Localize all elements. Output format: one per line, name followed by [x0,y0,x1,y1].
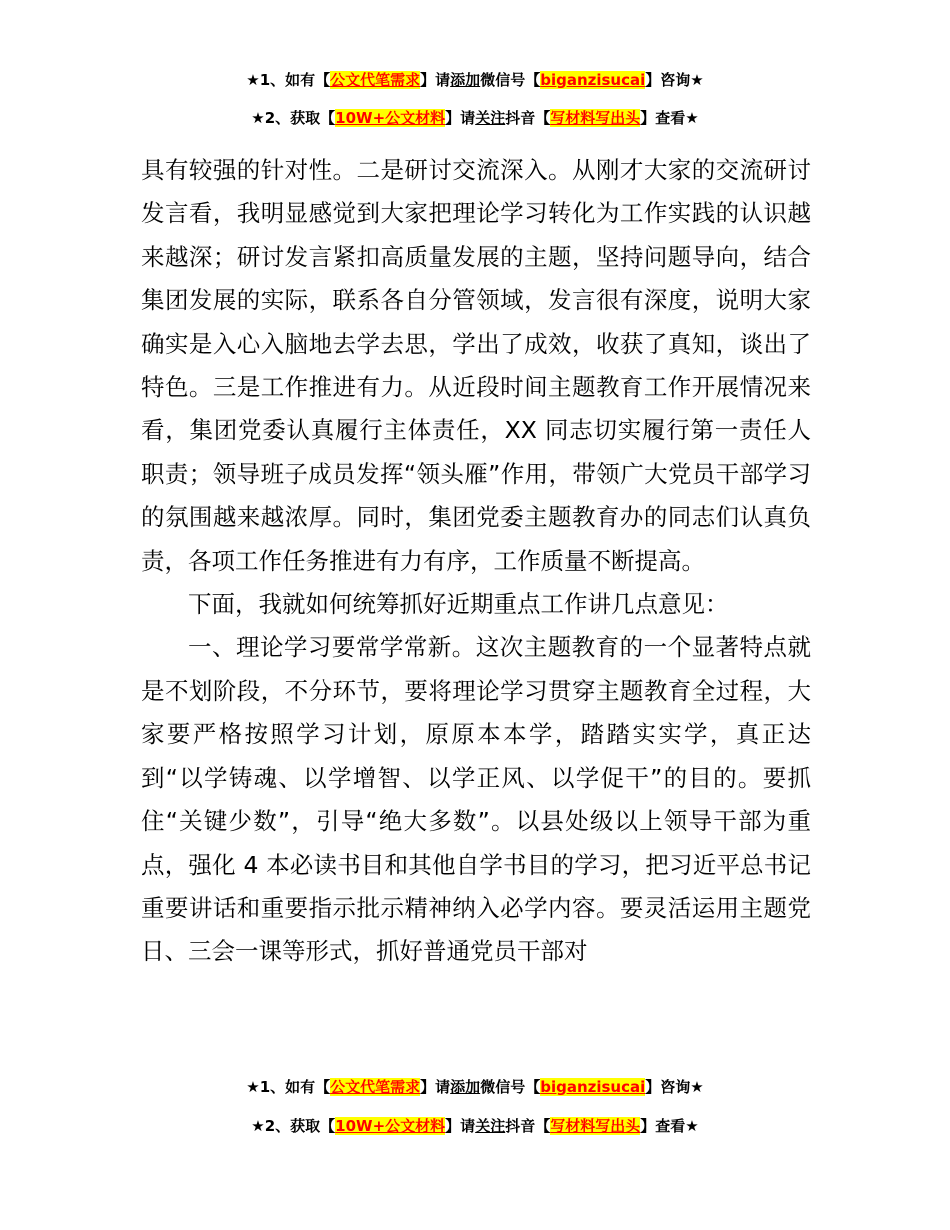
ad-text: 】咨询 [645,1078,691,1096]
ad-text: 】请 [445,1117,476,1135]
ad-text: 】咨询 [645,71,691,89]
ad-text: 】请 [445,109,476,127]
ad-text: 抖音【 [505,109,551,127]
ad-highlight-wechat-id: biganzisucai [540,1078,646,1096]
ad-text: 】请 [420,1078,451,1096]
ad-text: 2、获取【 [264,109,336,127]
ad-underlined-word: 添加 [450,1078,481,1096]
star-icon: ★ [251,109,265,127]
ad-underlined-word: 添加 [450,71,481,89]
ad-highlight-service: 公文代笔需求 [330,71,421,89]
star-icon: ★ [246,71,260,89]
footer-ad-line-1 [0,1077,950,1097]
star-icon: ★ [690,1078,704,1096]
document-body [141,149,811,974]
ad-underlined-word: 关注 [475,1117,506,1135]
ad-underlined-word: 关注 [475,109,506,127]
body-paragraph: 下面，我就如何统筹抓好近期重点工作讲几点意见： [188,590,729,619]
header-ad-line-2 [0,108,950,128]
ad-text: 抖音【 [505,1117,551,1135]
star-icon: ★ [690,71,704,89]
ad-text: 2、获取【 [264,1117,336,1135]
ad-text: 微信号【 [480,71,541,89]
ad-text: 】请 [420,71,451,89]
ad-text: 】查看 [640,1117,686,1135]
ad-highlight-douyin-account: 写材料写出头 [550,109,641,127]
ad-highlight-materials: 10W+公文材料 [335,109,446,127]
footer-ad-line-2 [0,1116,950,1136]
ad-highlight-wechat-id: biganzisucai [540,71,646,89]
ad-text: 】查看 [640,109,686,127]
star-icon: ★ [685,1117,699,1135]
body-paragraph: 一、理论学习要常学常新。这次主题教育的一个显著特点就是不划阶段，不分环节，要将理论学习贯穿主题教育全过程，大家要严格按照学习计划，原原本本学，踏踏实实学，真正达到“以学铸魂、以学增智、以学正风、以学促干”的目的。要抓住“关键少数”，引导“绝大多数”。以县处级以上领导干部为重点，强化 4 本必读书目和其他自学书目的学习，把习近平总书记重要讲话和重要指示批示精神纳入必学内容。要灵活运用主题党日、三会一课等形式，抓好普通党员干部对 [141,633,811,966]
star-icon: ★ [251,1117,265,1135]
ad-highlight-service: 公文代笔需求 [330,1078,421,1096]
ad-text: 1、如有【 [259,1078,331,1096]
body-paragraph: 具有较强的针对性。二是研讨交流深入。从刚才大家的交流研讨发言看，我明显感觉到大家把理论学习转化为工作实践的认识越来越深；研讨发言紧扣高质量发展的主题，坚持问题导向，结合集团发展的实际，联系各自分管领域，发言很有深度，说明大家确实是入心入脑地去学去思，学出了成效，收获了真知，谈出了特色。三是工作推进有力。从近段时间主题教育工作开展情况来看，集团党委认真履行主体责任，XX 同志切实履行第一责任人职责；领导班子成员发挥“领头雁”作用，带领广大党员干部学习的氛围越来越浓厚。同时，集团党委主题教育办的同志们认真负责，各项工作任务推进有力有序，工作质量不断提高。 [141,156,811,575]
header-ad-line-1 [0,70,950,90]
ad-highlight-materials: 10W+公文材料 [335,1117,446,1135]
star-icon: ★ [685,109,699,127]
ad-text: 微信号【 [480,1078,541,1096]
star-icon: ★ [246,1078,260,1096]
ad-highlight-douyin-account: 写材料写出头 [550,1117,641,1135]
ad-text: 1、如有【 [259,71,331,89]
